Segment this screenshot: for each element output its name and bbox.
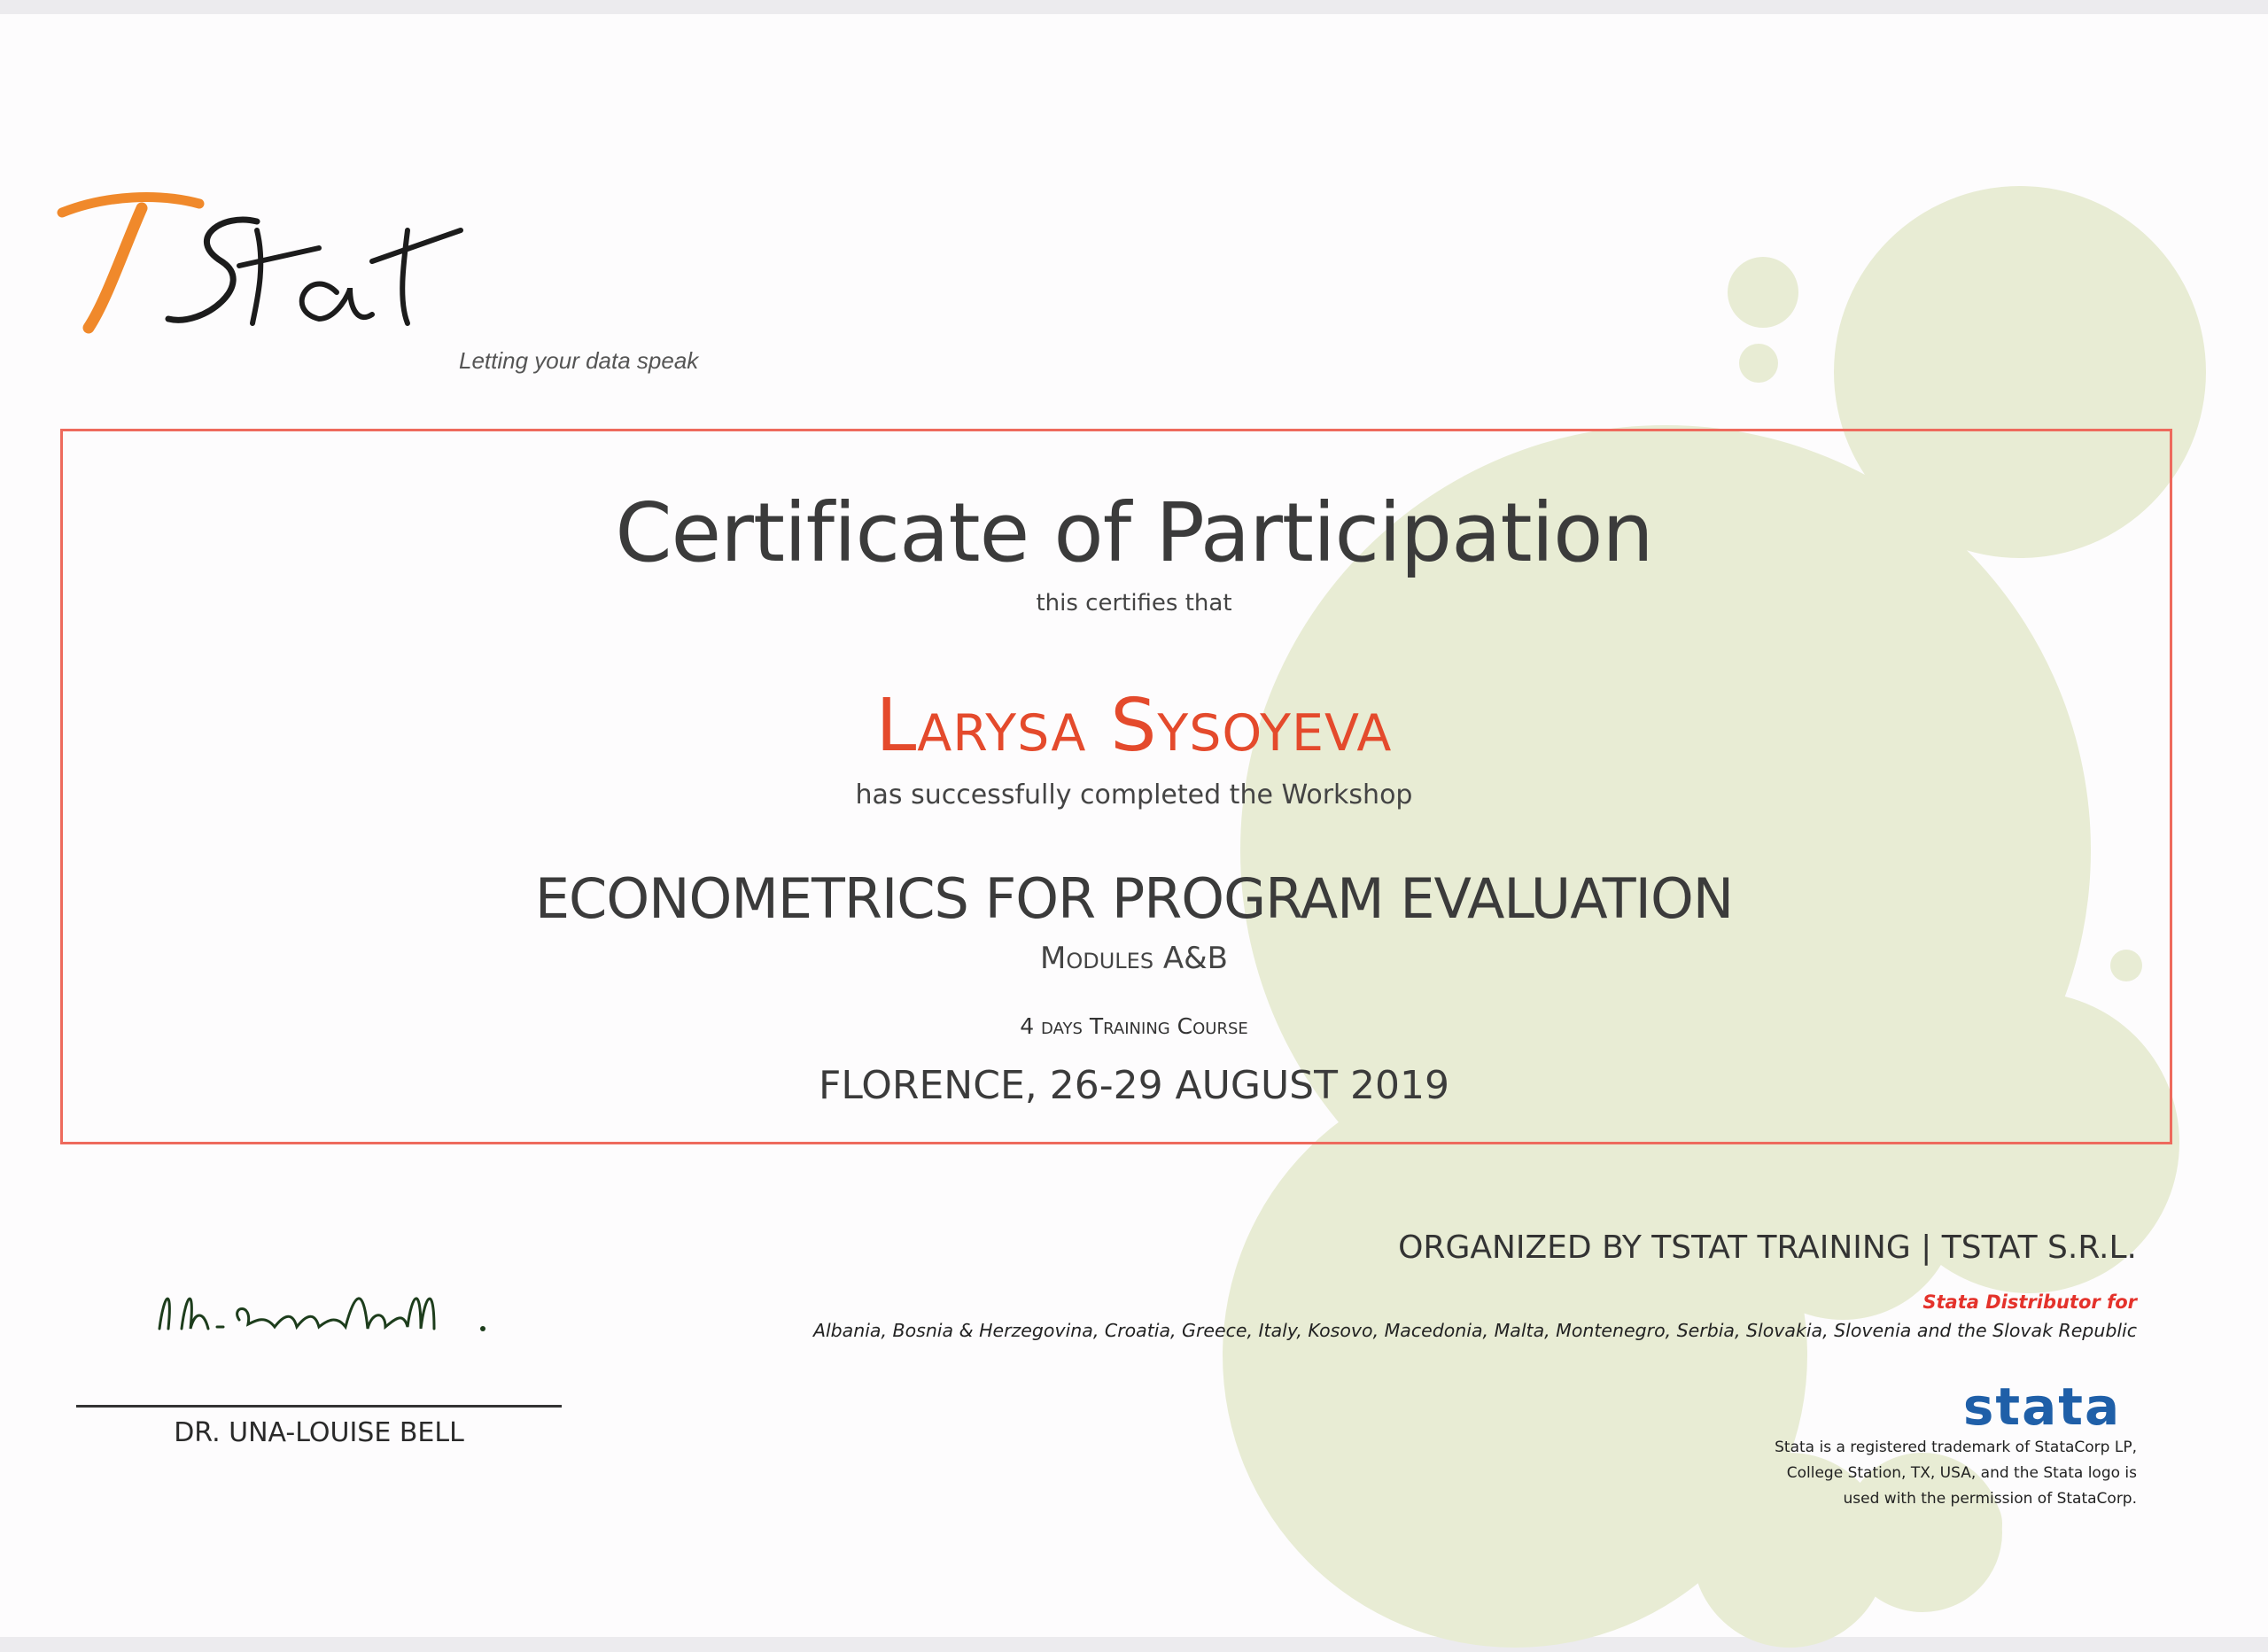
- handwritten-signature: [142, 1258, 602, 1355]
- countries-list: Albania, Bosnia & Herzegovina, Croatia, Greece, Italy, Kosovo, Macedonia, Malta, Montenegro, Serbia, Slovakia, Slovenia and the Slovak Republic: [812, 1320, 2137, 1341]
- trademark-notice: [1729, 1435, 2137, 1512]
- signatory-name: DR. UNA-LOUISE BELL: [174, 1417, 464, 1448]
- course-modules: Modules A&B: [1040, 941, 1228, 976]
- completion-text: has successfully completed the Workshop: [855, 779, 1413, 810]
- signature-line: [76, 1405, 562, 1408]
- recipient-name: Larysa Sysoyeva: [875, 684, 1393, 768]
- certificate-title: Certificate of Participation: [615, 485, 1653, 580]
- distributor-label: Stata Distributor for: [1922, 1291, 2137, 1313]
- stata-logo: [1949, 1382, 2135, 1433]
- svg-text:stata: stata: [1962, 1382, 2122, 1433]
- course-title: ECONOMETRICS FOR PROGRAM EVALUATION: [534, 866, 1734, 931]
- course-duration: 4 days Training Course: [1020, 1013, 1248, 1039]
- trademark-line: used with the permission of StataCorp.: [1843, 1490, 2137, 1508]
- tstat-logo: [53, 177, 478, 372]
- trademark-line: Stata is a registered trademark of StataCorp LP,: [1775, 1439, 2137, 1456]
- organizer-text: ORGANIZED BY TSTAT TRAINING | TSTAT S.R.L.: [1398, 1229, 2137, 1266]
- trademark-line: College Station, TX, USA, and the Stata logo is: [1786, 1464, 2137, 1482]
- course-dates: FLORENCE, 26-29 AUGUST 2019: [819, 1063, 1449, 1108]
- logo-tagline: Letting your data speak: [459, 347, 699, 374]
- certifies-text: this certifies that: [1036, 590, 1232, 617]
